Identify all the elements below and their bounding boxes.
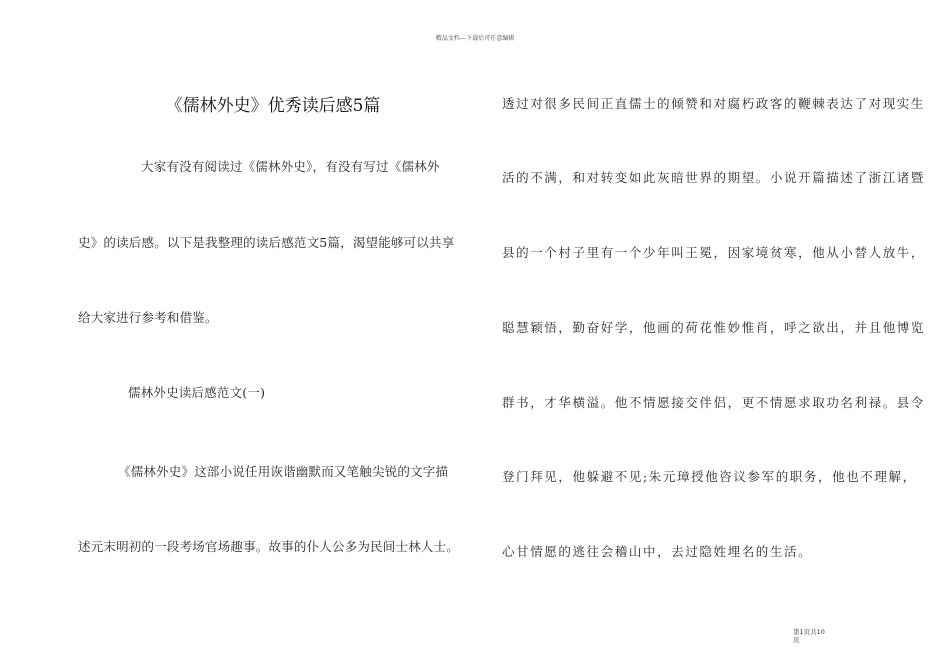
paragraph-line: 《儒林外史》这部小说任用诙谐幽默而又笔触尖锐的文字描 — [118, 464, 449, 479]
paragraph-line: 县的一个村子里有一个少年叫王冕，因家境贫寒，他从小替人放牛， — [502, 245, 926, 260]
paragraph-line: 史》的读后感。以下是我整理的读后感范文5篇，渴望能够可以共享 — [78, 235, 455, 250]
paragraph-line: 群书，才华横溢。他不情愿接交伴侣，更不情愿求取功名利禄。县令 — [502, 395, 926, 410]
section-heading: 儒林外史读后感范文(一) — [128, 385, 266, 400]
header-note: 精品文档---下载后可任意编辑 — [435, 35, 515, 42]
paragraph-line: 聪慧颖悟，勤奋好学，他画的荷花惟妙惟肖，呼之欲出，并且他博览 — [502, 320, 926, 335]
paragraph-line: 活的不满，和对转变如此灰暗世界的期望。小说开篇描述了浙江诸暨 — [502, 170, 926, 185]
paragraph-line: 登门拜见，他躲避不见;朱元璋授他咨议参军的职务，他也不理解， — [502, 469, 917, 484]
paragraph-line: 述元末明初的一段考场官场趣事。故事的仆人公多为民间士林人士。 — [78, 539, 460, 554]
paragraph-line: 透过对很多民间正直儒士的倾赞和对腐朽政客的鞭棘表达了对现实生 — [502, 96, 926, 111]
page-number: 第1页共10页 — [793, 628, 825, 644]
document-title: 《儒林外史》优秀读后感5篇 — [165, 96, 381, 116]
paragraph-line: 心甘情愿的逃往会稽山中，去过隐姓埋名的生活。 — [502, 544, 813, 559]
paragraph-line: 大家有没有阅读过《儒林外史》，有没有写过《儒林外 — [141, 159, 440, 174]
paragraph-line: 给大家进行参考和借鉴。 — [78, 310, 218, 325]
